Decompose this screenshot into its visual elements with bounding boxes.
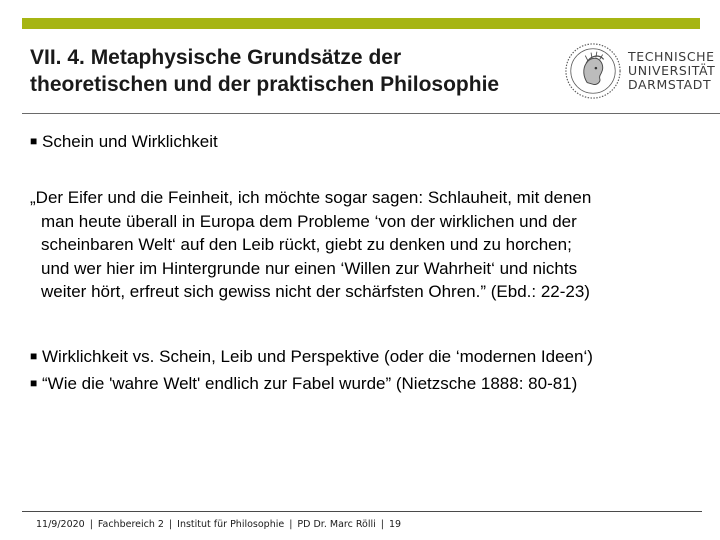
bullet-item-3-text: “Wie die 'wahre Welt' endlich zur Fabel wurde” (Nietzsche 1888: 80-81) — [42, 374, 578, 393]
quote-line-3: scheinbaren Welt‘ auf den Leib rückt, giebt zu denken und zu horchen; — [41, 235, 572, 255]
bullet-item-2-text: Wirklichkeit vs. Schein, Leib und Perspektive (oder die ‘modernen Ideen‘) — [42, 347, 593, 366]
quote-line-4: und wer hier im Hintergrunde nur einen ‘Willen zur Wahrheit‘ und nichts — [41, 258, 578, 278]
footer-divider — [22, 511, 702, 512]
university-logo — [562, 40, 716, 102]
square-bullet-icon: ■ — [30, 134, 38, 148]
footer-department: Fachbereich 2 — [97, 519, 164, 530]
quote-line-5: weiter hört, erfreut sich gewiss nicht der schärfsten Ohren.” (Ebd.: 22-23) — [41, 282, 590, 302]
title-divider — [22, 113, 720, 114]
athena-seal-icon — [564, 42, 622, 100]
university-name-line-1: TECHNISCHE — [628, 49, 715, 64]
footer-date: 11/9/2020 — [36, 519, 85, 530]
footer-institute: Institut für Philosophie — [177, 519, 285, 530]
footer-page-number: 19 — [388, 519, 402, 530]
bullet-item-2 — [30, 345, 593, 368]
bullet-section-heading — [30, 130, 218, 153]
square-bullet-icon: ■ — [30, 376, 38, 390]
square-bullet-icon: ■ — [30, 349, 38, 363]
footer-separator: | — [89, 519, 93, 530]
quote-line-2: man heute überall in Europa dem Probleme ‘von der wirklichen und der — [41, 211, 577, 231]
footer-separator: | — [168, 519, 173, 530]
slide-footer — [36, 519, 401, 530]
footer-separator: | — [289, 519, 293, 530]
university-name-line-3: DARMSTADT — [628, 77, 712, 92]
university-name — [628, 49, 716, 92]
nietzsche-quote — [30, 186, 700, 304]
accent-bar — [22, 18, 700, 29]
bullet-item-3 — [30, 372, 577, 395]
slide-title — [30, 44, 570, 98]
slide-title-line-2: theoretischen und der praktischen Philosophie — [30, 73, 500, 96]
footer-separator: | — [380, 519, 384, 530]
slide-title-line-1: VII. 4. Metaphysische Grundsätze der — [30, 46, 402, 69]
footer-author: PD Dr. Marc Rölli — [297, 519, 376, 530]
quote-line-1: „Der Eifer und die Feinheit, ich möchte sogar sagen: Schlauheit, mit denen — [30, 188, 592, 207]
university-name-line-2: UNIVERSITÄT — [628, 63, 716, 78]
section-heading-text: Schein und Wirklichkeit — [42, 132, 218, 151]
